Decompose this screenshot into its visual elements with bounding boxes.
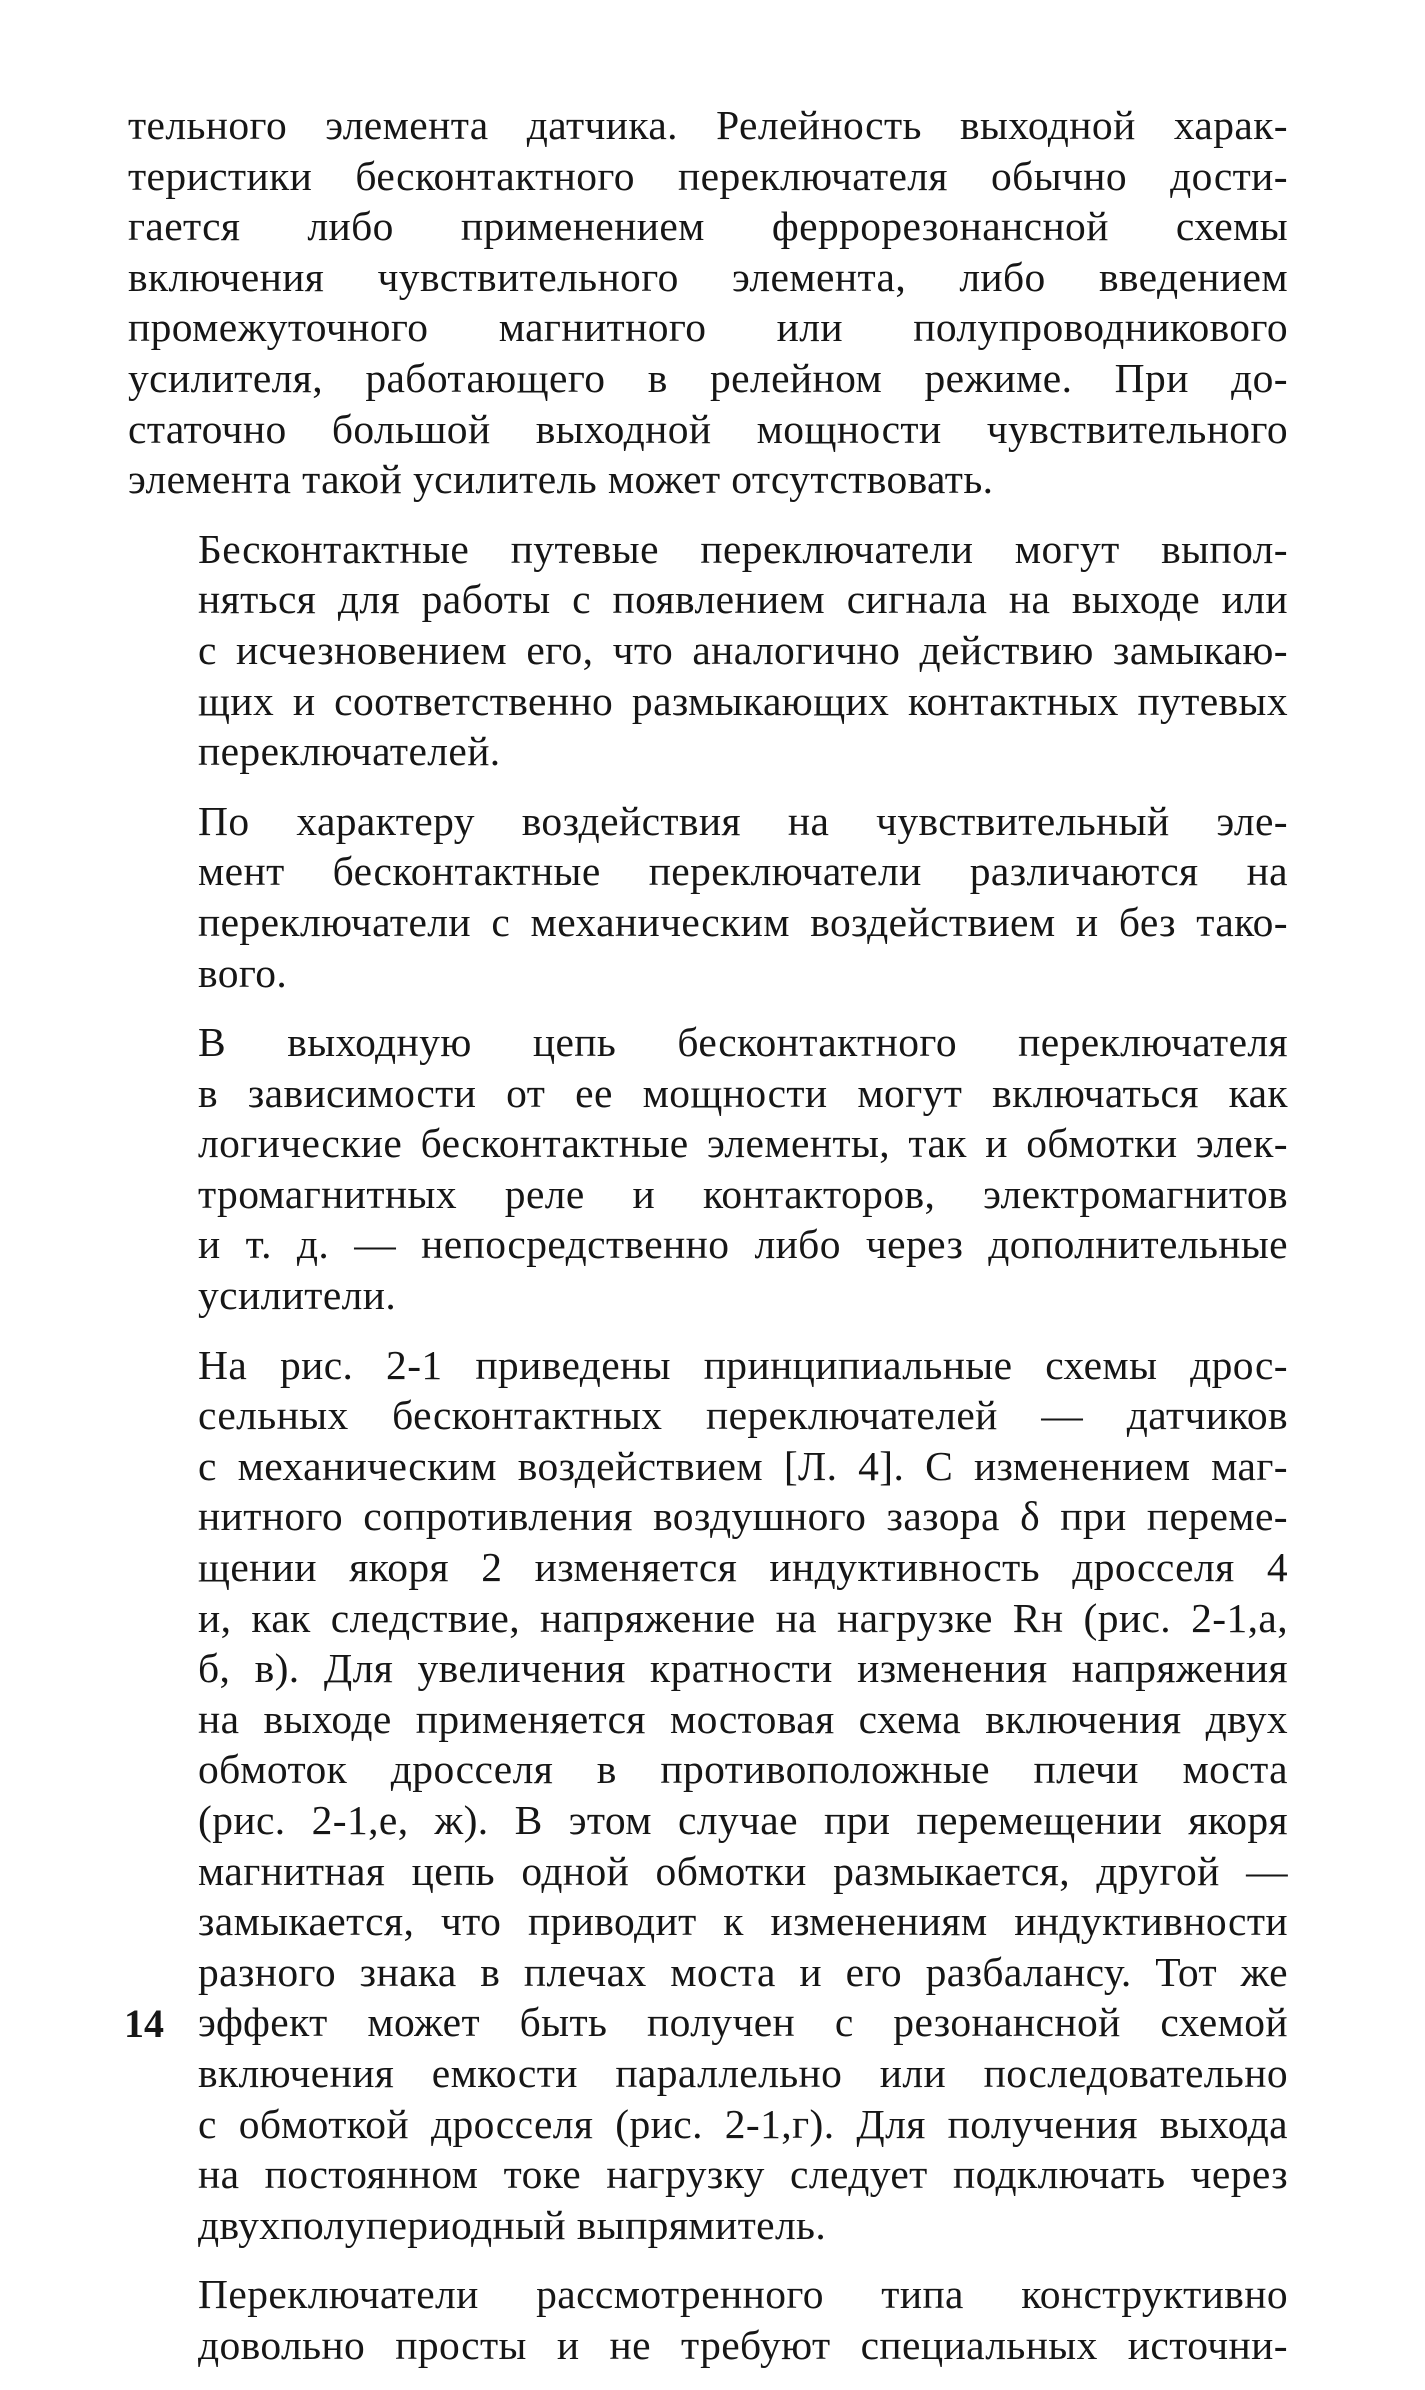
text-line: (рис. 2-1,е, ж). В этом случае при перемещении якоря: [198, 1797, 1288, 1843]
text-line: По характеру воздействия на чувствительный эле-: [198, 797, 1288, 844]
paragraph-4: [128, 1017, 1288, 1321]
paragraph-6: [128, 2269, 1288, 2370]
text-line: и, как следствие, напряжение на нагрузке Rн (рис. 2-1,а,: [198, 1594, 1288, 1641]
text-line: замыкается, что приводит к изменениям индуктивности: [198, 1898, 1288, 1945]
text-line: переключатели с механическим воздействием и без тако-: [198, 898, 1288, 945]
text-line: переключателей.: [198, 728, 501, 775]
text-line: с механическим воздействием [Л. 4]. С изменением маг-: [198, 1442, 1288, 1489]
text-line: магнитная цепь одной обмотки размыкается, другой —: [198, 1847, 1288, 1894]
text-line: на выходе применяется мостовая схема включения двух: [198, 1695, 1288, 1742]
text-line: сельных бесконтактных переключателей — датчиков: [198, 1392, 1288, 1439]
text-line: обмоток дросселя в противоположные плечи моста: [198, 1746, 1288, 1793]
text-line: тромагнитных реле и контакторов, электромагнитов: [198, 1170, 1288, 1217]
text-line: гается либо применением феррорезонансной схемы: [128, 203, 1288, 250]
page-number: 14: [124, 2001, 164, 2046]
paragraph-1: [128, 100, 1288, 505]
text-line: усилители.: [198, 1272, 397, 1319]
text-line: теристики бесконтактного переключателя обычно дости-: [128, 152, 1288, 199]
text-line: мент бесконтактные переключатели различаются на: [198, 848, 1288, 895]
text-line: няться для работы с появлением сигнала на выходе или: [198, 576, 1288, 623]
paragraph-2: [128, 524, 1288, 777]
text-line: включения чувствительного элемента, либо введением: [128, 253, 1288, 300]
paragraph-5: [128, 1340, 1288, 2251]
text-line: б, в). Для увеличения кратности изменения напряжения: [198, 1645, 1288, 1692]
text-line: В выходную цепь бесконтактного переключателя: [198, 1019, 1288, 1066]
text-line: щих и соответственно размыкающих контактных путевых: [198, 677, 1288, 724]
text-line: включения емкости параллельно или последовательно: [198, 2049, 1288, 2096]
text-line: элемента такой усилитель может отсутствовать.: [128, 456, 994, 503]
text-line: с исчезновением его, что аналогично действию замыкаю-: [198, 626, 1288, 673]
page-body: [128, 100, 1288, 2390]
text-line: логические бесконтактные элементы, так и обмотки элек-: [198, 1120, 1288, 1167]
text-line: На рис. 2-1 приведены принципиальные схемы дрос-: [198, 1341, 1288, 1388]
text-line: Бесконтактные путевые переключатели могут выпол-: [198, 525, 1288, 572]
text-line: разного знака в плечах моста и его разбалансу. Тот же: [198, 1948, 1288, 1995]
text-line: усилителя, работающего в релейном режиме. При до-: [128, 354, 1288, 401]
text-line: в зависимости от ее мощности могут включаться как: [198, 1069, 1288, 1116]
text-line: двухполупериодный выпрямитель.: [198, 2201, 827, 2248]
text-line: нитного сопротивления воздушного зазора δ при переме-: [198, 1493, 1288, 1540]
text-line: статочно большой выходной мощности чувствительного: [128, 405, 1288, 452]
text-line: с обмоткой дросселя (рис. 2-1,г). Для получения выхода: [198, 2100, 1288, 2147]
text-line: и т. д. — непосредственно либо через дополнительные: [198, 1221, 1288, 1268]
text-line: на постоянном токе нагрузку следует подключать через: [198, 2151, 1288, 2198]
paragraph-3: [128, 796, 1288, 998]
text-line: довольно просты и не требуют специальных источни-: [198, 2321, 1288, 2368]
text-line: Переключатели рассмотренного типа конструктивно: [198, 2271, 1288, 2318]
text-line: промежуточного магнитного или полупроводникового: [128, 304, 1288, 351]
text-line: вого.: [198, 949, 288, 996]
text-line: щении якоря 2 изменяется индуктивность дросселя 4: [198, 1544, 1288, 1591]
text-line: эффект может быть получен с резонансной схемой: [198, 1999, 1288, 2046]
text-line: тельного элемента датчика. Релейность выходной харак-: [128, 102, 1288, 148]
